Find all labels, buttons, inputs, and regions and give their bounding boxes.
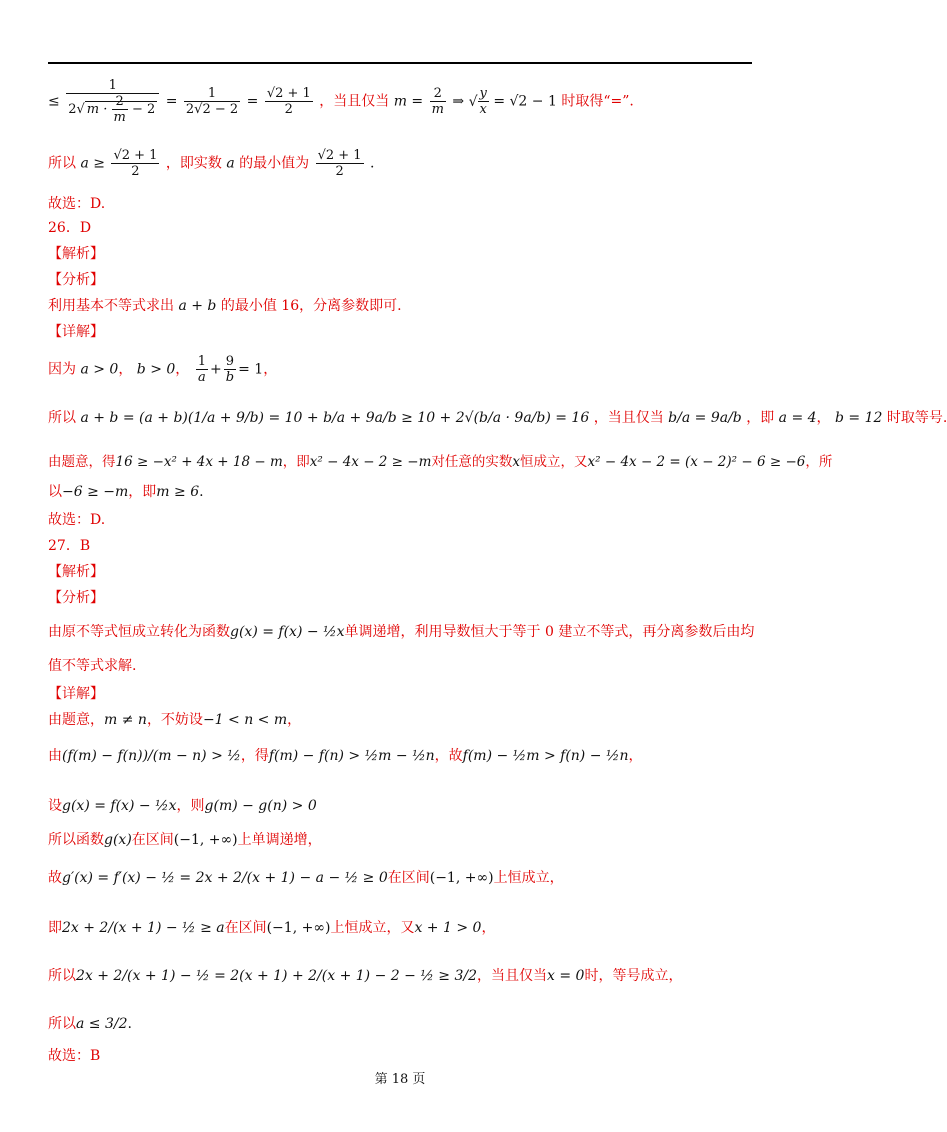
line-26-result: 以−6 ≥ −m，即m ≥ 6.: [48, 484, 204, 500]
math-basic-inequality: a + b = (a + b)(1/a + 9/b) = 10 + b/a + 9a/b ≥ 10 + 2√(b/a · 9a/b) = 16: [80, 410, 590, 426]
math-a-ge: a ≥: [80, 155, 105, 172]
math-b-12: b = 12: [835, 410, 883, 426]
math-frac-3: $\frac{√2 + 1}{2}$: [266, 86, 311, 117]
math-a: a: [226, 155, 235, 172]
heading-fenxi-27: 【分析】: [48, 590, 104, 606]
question-26-number: 26．D: [48, 220, 92, 236]
math-a-4: a = 4: [778, 410, 817, 426]
heading-xiangjie-26: 【详解】: [48, 324, 104, 340]
line-27-analysis-1: 由原不等式恒成立转化为函数g(x) = f(x) − ½x单调递增，利用导数恒大于等于 0 建立不等式，再分离参数后由均: [48, 624, 755, 640]
line-26-reduce: 由题意，得16 ≥ −x² + 4x + 18 − m，即x² − 4x − 2 ≥ −m对任意的实数x恒成立，又x² − 4x − 2 = (x − 2)² − 6 ≥ −6，所: [48, 454, 833, 470]
line-27-separate: 即2x + 2/(x + 1) − ½ ≥ a在区间(−1, +∞)上恒成立，又x + 1 > 0，: [48, 920, 496, 936]
line-inequality-chain: [48, 78, 634, 125]
math-sqrt-yx: √ $\frac{y}{x}$: [468, 86, 487, 117]
math-cond-rhs: = √2 − 1: [493, 93, 557, 110]
math-frac-2: $\frac{1}{2√2 - 2}$: [185, 86, 239, 117]
math-a-plus-b: a + b: [178, 298, 217, 314]
math-frac-1a: $\frac{1}{a}$: [197, 354, 207, 385]
math-half-frac-2: $\frac{√2 + 1}{2}$: [317, 148, 362, 179]
line-27-derivative: 故g′(x) = f′(x) − ½ = 2x + 2/(x + 1) − a − ½ ≥ 0在区间(−1, +∞)上恒成立，: [48, 870, 564, 886]
math-eq-2: =: [246, 93, 259, 110]
math-frac-9b: $\frac{9}{b}$: [225, 354, 235, 385]
line-26-derivation: 所以 a + b = (a + b)(1/a + 9/b) = 10 + b/a + 9a/b ≥ 10 + 2√(b/a · 9a/b) = 16 ，当且仅当 b/a = 9a/b ，即 a = 4， b = 12 时取等号.: [48, 410, 947, 426]
answer-26: 故选：D.: [48, 512, 106, 528]
math-a-gt0: a > 0: [80, 361, 119, 378]
math-b-gt0: b > 0: [136, 361, 176, 378]
line-conclusion-a: 所以 a ≥ $\frac{√2 + 1}{2}$ ，即实数 a 的最小值为 $\frac{√2 + 1}{2}$ .: [48, 148, 375, 179]
text-real-number: ，即实数: [165, 155, 222, 172]
text-when: ，当且仅当: [319, 93, 390, 110]
line-27-from: 由(f(m) − f(n))/(m − n) > ½，得f(m) − f(n) > ½m − ½n，故f(m) − ½m > f(n) − ½n，: [48, 748, 643, 764]
text-min-value: 的最小值为: [239, 155, 310, 172]
math-le: ≤: [48, 93, 60, 110]
heading-fenxi-26: 【分析】: [48, 272, 104, 288]
math-equality-cond: b/a = 9a/b: [668, 410, 742, 426]
line-26-analysis: 利用基本不等式求出 a + b 的最小值 16，分离参数即可.: [48, 298, 402, 314]
line-27-mean-ineq: 所以2x + 2/(x + 1) − ½ = 2(x + 1) + 2/(x + 1) − 2 − ½ ≥ 3/2，当且仅当x = 0时，等号成立，: [48, 968, 683, 984]
page-footer: 第 18 页: [374, 1072, 426, 1087]
math-frac-2m: $\frac{2}{m}$: [431, 86, 444, 117]
math-eq-1: =: [165, 93, 178, 110]
heading-jiexi-27: 【解析】: [48, 564, 104, 580]
line-27-monotone: 所以函数g(x)在区间(−1, +∞)上单调递增，: [48, 832, 322, 848]
math-half-frac-1: $\frac{√2 + 1}{2}$: [113, 148, 158, 179]
text-so: 所以: [48, 155, 76, 172]
line-27-analysis-2: 值不等式求解.: [48, 658, 137, 674]
line-26-given: 因为 a > 0， b > 0， $\frac{1}{a}$ + $\frac{9}{b}$ = 1，: [48, 354, 278, 385]
header-rule: [48, 62, 752, 64]
math-implies: ⇒: [452, 93, 465, 110]
question-27-number: 27．B: [48, 538, 91, 554]
line-27-assume: 由题意，m ≠ n，不妨设−1 < n < m，: [48, 712, 302, 728]
line-27-define-g: 设g(x) = f(x) − ½x，则g(m) − g(n) > 0: [48, 798, 317, 814]
heading-xiangjie-27: 【详解】: [48, 686, 104, 702]
answer-27: 故选：B: [48, 1048, 101, 1064]
math-frac-1: [66, 78, 159, 125]
answer-25: 故选：D.: [48, 196, 106, 212]
line-27-result: 所以a ≤ 3/2.: [48, 1016, 132, 1032]
frac-1-num: 1: [66, 78, 159, 94]
heading-jiexi-26: 【解析】: [48, 246, 104, 262]
math-cond-m: m =: [393, 93, 424, 110]
frac-1-den: 2√ m · $\frac{2}{m}$ − 2: [68, 94, 156, 125]
text-equality-taken: 时取得“=”.: [561, 93, 634, 110]
